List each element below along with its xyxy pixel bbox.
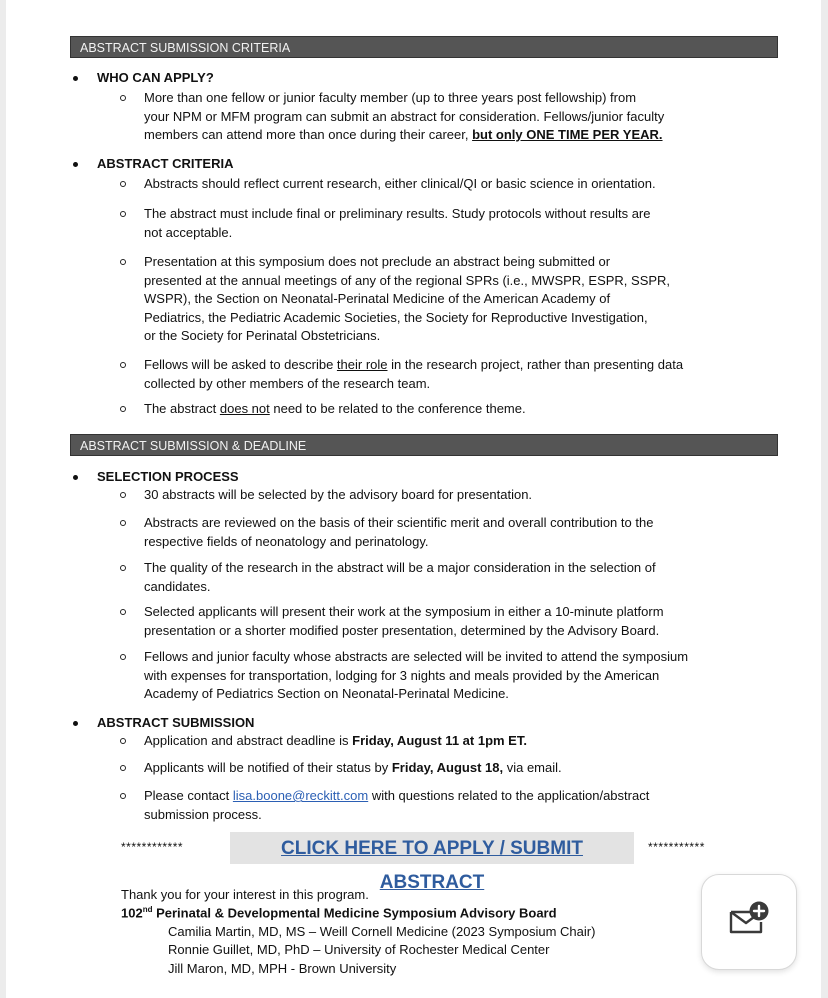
circle-bullet-icon <box>120 95 126 101</box>
text-line: or the Society for Perinatal Obstetricians. <box>144 328 381 343</box>
text-line <box>144 356 754 375</box>
underlined-does-not: does not <box>219 401 270 416</box>
text-line: Academy of Pediatrics Section on Neonatal-Perinatal Medicine. <box>144 686 509 701</box>
text-span: with questions related to the application/abstract <box>368 788 650 803</box>
board-member: Camilia Martin, MD, MS – Weill Cornell Medicine (2023 Symposium Chair) <box>168 924 596 939</box>
board-ordinal: nd <box>142 905 153 914</box>
mail-add-icon <box>727 900 771 940</box>
thank-you-text: Thank you for your interest in this program. <box>121 887 369 902</box>
bullet-dot <box>73 162 78 167</box>
text-line: collected by other members of the research team. <box>144 375 431 391</box>
text-line: presentation or a shorter modified poster presentation, determined by the Advisory Board. <box>144 622 660 638</box>
circle-bullet-icon <box>120 259 126 265</box>
text-line: respective fields of neonatology and perinatology. <box>144 533 429 549</box>
text-line: Presentation at this symposium does not preclude an abstract being submitted or <box>144 254 611 269</box>
text-span: need to be related to the conference theme. <box>269 401 526 416</box>
circle-bullet-icon <box>120 362 126 368</box>
bullet-dot <box>73 76 78 81</box>
text-span: members can attend more than once during their career, <box>144 127 473 142</box>
bullet-heading: SELECTION PROCESS <box>97 469 239 484</box>
text-line: Selected applicants will present their work at the symposium in either a 10-minute platform <box>144 604 664 619</box>
text-line <box>144 126 754 145</box>
text-span: via email. <box>503 760 562 775</box>
text-line <box>144 787 754 806</box>
text-line: presented at the annual meetings of any of the regional SPRs (i.e., MWSPR, ESPR, SSPR, <box>144 272 671 288</box>
circle-bullet-icon <box>120 765 126 771</box>
text-line: not acceptable. <box>144 224 233 240</box>
text-line: The quality of the research in the abstract will be a major consideration in the selection of <box>144 560 656 575</box>
circle-bullet-icon <box>120 565 126 571</box>
apply-submit-abstract-button[interactable]: CLICK HERE TO APPLY / SUBMIT ABSTRACT <box>230 832 634 864</box>
board-member: Ronnie Guillet, MD, PhD – University of Rochester Medical Center <box>168 942 550 957</box>
text-line <box>144 732 754 751</box>
notification-date: Friday, August 18, <box>391 760 504 775</box>
circle-bullet-icon <box>120 181 126 187</box>
text-line: More than one fellow or junior faculty member (up to three years post fellowship) from <box>144 90 637 105</box>
circle-bullet-icon <box>120 492 126 498</box>
circle-bullet-icon <box>120 793 126 799</box>
board-member: Jill Maron, MD, MPH - Brown University <box>168 961 397 976</box>
document-page <box>6 0 821 998</box>
text-line: candidates. <box>144 578 211 594</box>
text-line: Abstracts are reviewed on the basis of their scientific merit and overall contribution to the <box>144 515 654 530</box>
bullet-dot <box>73 721 78 726</box>
circle-bullet-icon <box>120 609 126 615</box>
bullet-heading: ABSTRACT SUBMISSION <box>97 715 255 730</box>
deadline-date: Friday, August 11 at 1pm ET. <box>352 733 527 748</box>
text-line: submission process. <box>144 806 262 822</box>
contact-email-link[interactable]: lisa.boone@reckitt.com <box>232 788 369 803</box>
circle-bullet-icon <box>120 738 126 744</box>
circle-bullet-icon <box>120 654 126 660</box>
bullet-heading: ABSTRACT CRITERIA <box>97 156 234 171</box>
text-span: in the research project, rather than presenting data <box>387 357 684 372</box>
section-header-criteria: ABSTRACT SUBMISSION CRITERIA <box>70 36 778 58</box>
text-span: The abstract <box>144 401 220 416</box>
underlined-their-role: their role <box>336 357 388 372</box>
board-name: Perinatal & Developmental Medicine Symposium Advisory Board <box>152 905 557 921</box>
decorative-stars-right: *********** <box>648 840 705 854</box>
text-span: Application and abstract deadline is <box>144 733 353 748</box>
text-line: your NPM or MFM program can submit an abstract for consideration. Fellows/junior faculty <box>144 108 665 124</box>
decorative-stars-left: ************ <box>121 840 184 854</box>
emphasis-once-per-year: but only ONE TIME PER YEAR. <box>472 127 663 142</box>
circle-bullet-icon <box>120 406 126 412</box>
text-line: with expenses for transportation, lodging for 3 nights and meals provided by the American <box>144 667 660 683</box>
text-line: WSPR), the Section on Neonatal-Perinatal Medicine of the American Academy of <box>144 291 611 306</box>
bullet-dot <box>73 475 78 480</box>
text-line: Abstracts should reflect current research, either clinical/QI or basic science in orientation. <box>144 176 656 191</box>
text-span: Fellows will be asked to describe <box>144 357 337 372</box>
text-line: Fellows and junior faculty whose abstracts are selected will be invited to attend the symposium <box>144 649 689 664</box>
advisory-board-title <box>121 905 557 920</box>
board-number: 102 <box>121 905 143 921</box>
text-span: Please contact <box>144 788 233 803</box>
text-line: 30 abstracts will be selected by the advisory board for presentation. <box>144 487 533 502</box>
compose-mail-button[interactable] <box>701 874 797 970</box>
text-span: Applicants will be notified of their status by <box>144 760 392 775</box>
circle-bullet-icon <box>120 520 126 526</box>
bullet-heading: WHO CAN APPLY? <box>97 70 214 85</box>
section-header-deadline: ABSTRACT SUBMISSION & DEADLINE <box>70 434 778 456</box>
text-line: Pediatrics, the Pediatric Academic Societies, the Society for Reproductive Investigation, <box>144 309 648 325</box>
text-line: The abstract must include final or preliminary results. Study protocols without results are <box>144 206 651 221</box>
text-line <box>144 759 754 778</box>
text-line <box>144 400 754 419</box>
circle-bullet-icon <box>120 211 126 217</box>
